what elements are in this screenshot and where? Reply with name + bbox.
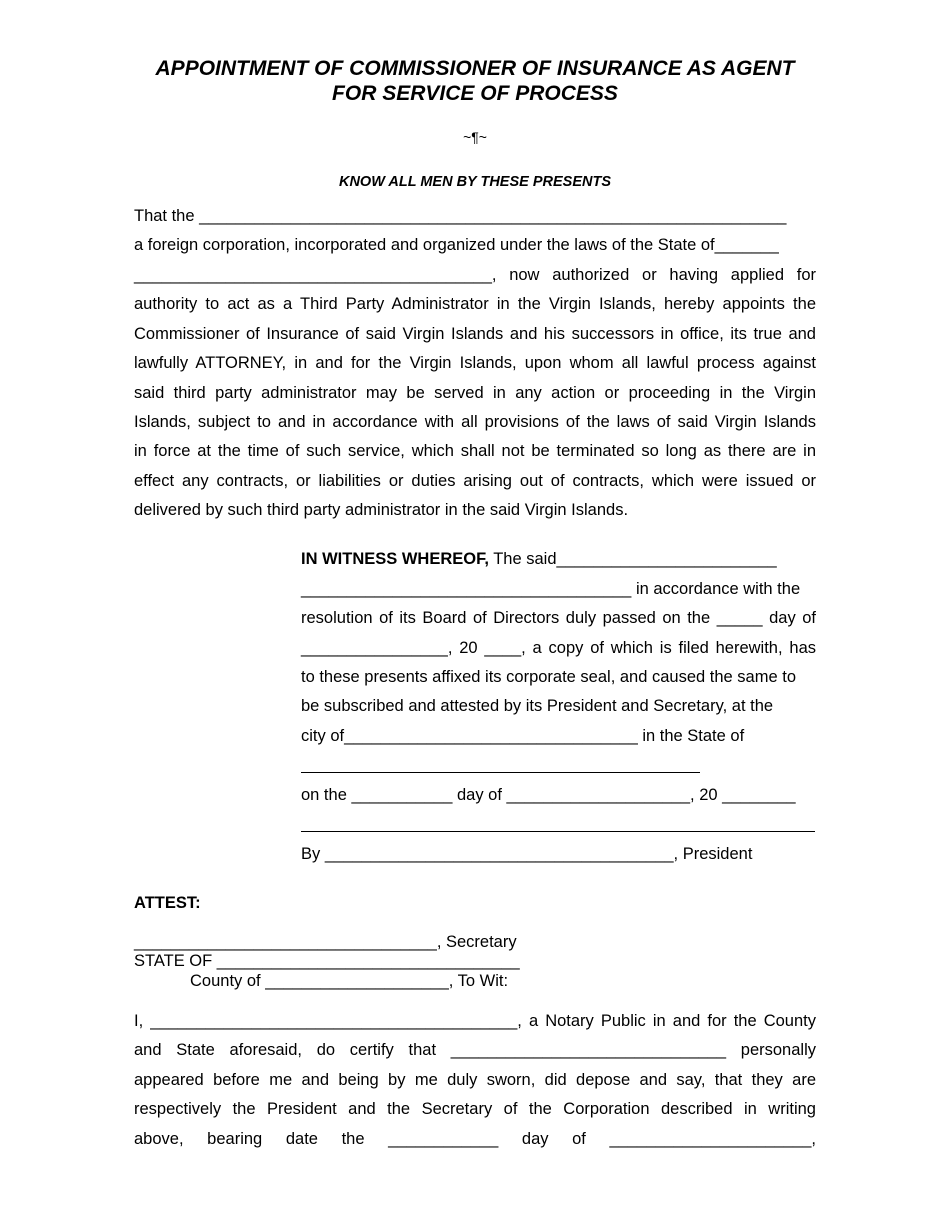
appointment-line: Commissioner of Insurance of said Virgin Islands and his successors in office, its true and <box>134 325 816 343</box>
witness-line <box>301 549 777 569</box>
witness-line: ________________, 20 ____, a copy of which is filed herewith, has <box>301 639 816 657</box>
appointment-line: delivered by such third party administrator in the said Virgin Islands. <box>134 501 629 519</box>
appointment-line: a foreign corporation, incorporated and organized under the laws of the State of_______ <box>134 236 779 254</box>
signature-rule <box>301 831 815 832</box>
appointment-line: lawfully ATTORNEY, in and for the Virgin Islands, upon whom all lawful process against <box>134 354 816 372</box>
notary-line: above, bearing date the ____________ day of ______________________, <box>134 1130 816 1148</box>
notary-line: respectively the President and the Secretary of the Corporation described in writing <box>134 1100 816 1118</box>
notary-line: and State aforesaid, do certify that ______________________________ personally <box>134 1041 816 1059</box>
section-heading: KNOW ALL MEN BY THESE PRESENTS <box>338 174 612 190</box>
title-line-2: FOR SERVICE OF PROCESS <box>332 82 618 105</box>
section-ornament: ~¶~ <box>463 129 487 145</box>
appointment-line: in force at the time of such service, which shall not be terminated so long as there are in <box>134 442 816 460</box>
appointment-line: effect any contracts, or liabilities or duties arising out of contracts, which were issued or <box>134 472 816 490</box>
state-signature-line <box>301 772 700 773</box>
witness-lead: IN WITNESS WHEREOF, <box>301 550 489 568</box>
witness-line: to these presents affixed its corporate seal, and caused the same to <box>301 668 796 686</box>
attest-label: ATTEST: <box>134 894 201 912</box>
appointment-line: authority to act as a Third Party Administrator in the Virgin Islands, hereby appoints the <box>134 295 816 313</box>
appointment-line: That the ________________________________________________________________ <box>134 207 787 225</box>
appointment-line: Islands, subject to and in accordance with all provisions of the laws of said Virgin Islands <box>134 413 816 431</box>
witness-line: be subscribed and attested by its President and Secretary, at the <box>301 697 774 715</box>
document-title <box>100 56 850 106</box>
appointment-line: said third party administrator may be served in any action or proceeding in the Virgin <box>134 384 816 402</box>
secretary-signature-line: _________________________________, Secretary <box>134 933 517 951</box>
county-of-line: County of ____________________, To Wit: <box>190 972 509 990</box>
notary-line: I, ________________________________________, a Notary Public in and for the County <box>134 1012 816 1030</box>
state-of-line: STATE OF _________________________________ <box>134 952 520 970</box>
president-signature-line: By ______________________________________, President <box>301 845 753 863</box>
appointment-line: _______________________________________, now authorized or having applied for <box>134 266 816 284</box>
witness-line: city of________________________________ in the State of <box>301 727 745 745</box>
title-line-1: APPOINTMENT OF COMMISSIONER OF INSURANCE AS AGENT <box>155 57 795 80</box>
witness-line: resolution of its Board of Directors duly passed on the _____ day of <box>301 609 816 627</box>
witness-line: ____________________________________ in accordance with the <box>301 580 801 598</box>
notary-line: appeared before me and being by me duly sworn, did depose and say, that they are <box>134 1071 816 1089</box>
witness-line-rest: The said________________________ <box>488 550 777 568</box>
date-line: on the ___________ day of ____________________, 20 ________ <box>301 786 796 804</box>
